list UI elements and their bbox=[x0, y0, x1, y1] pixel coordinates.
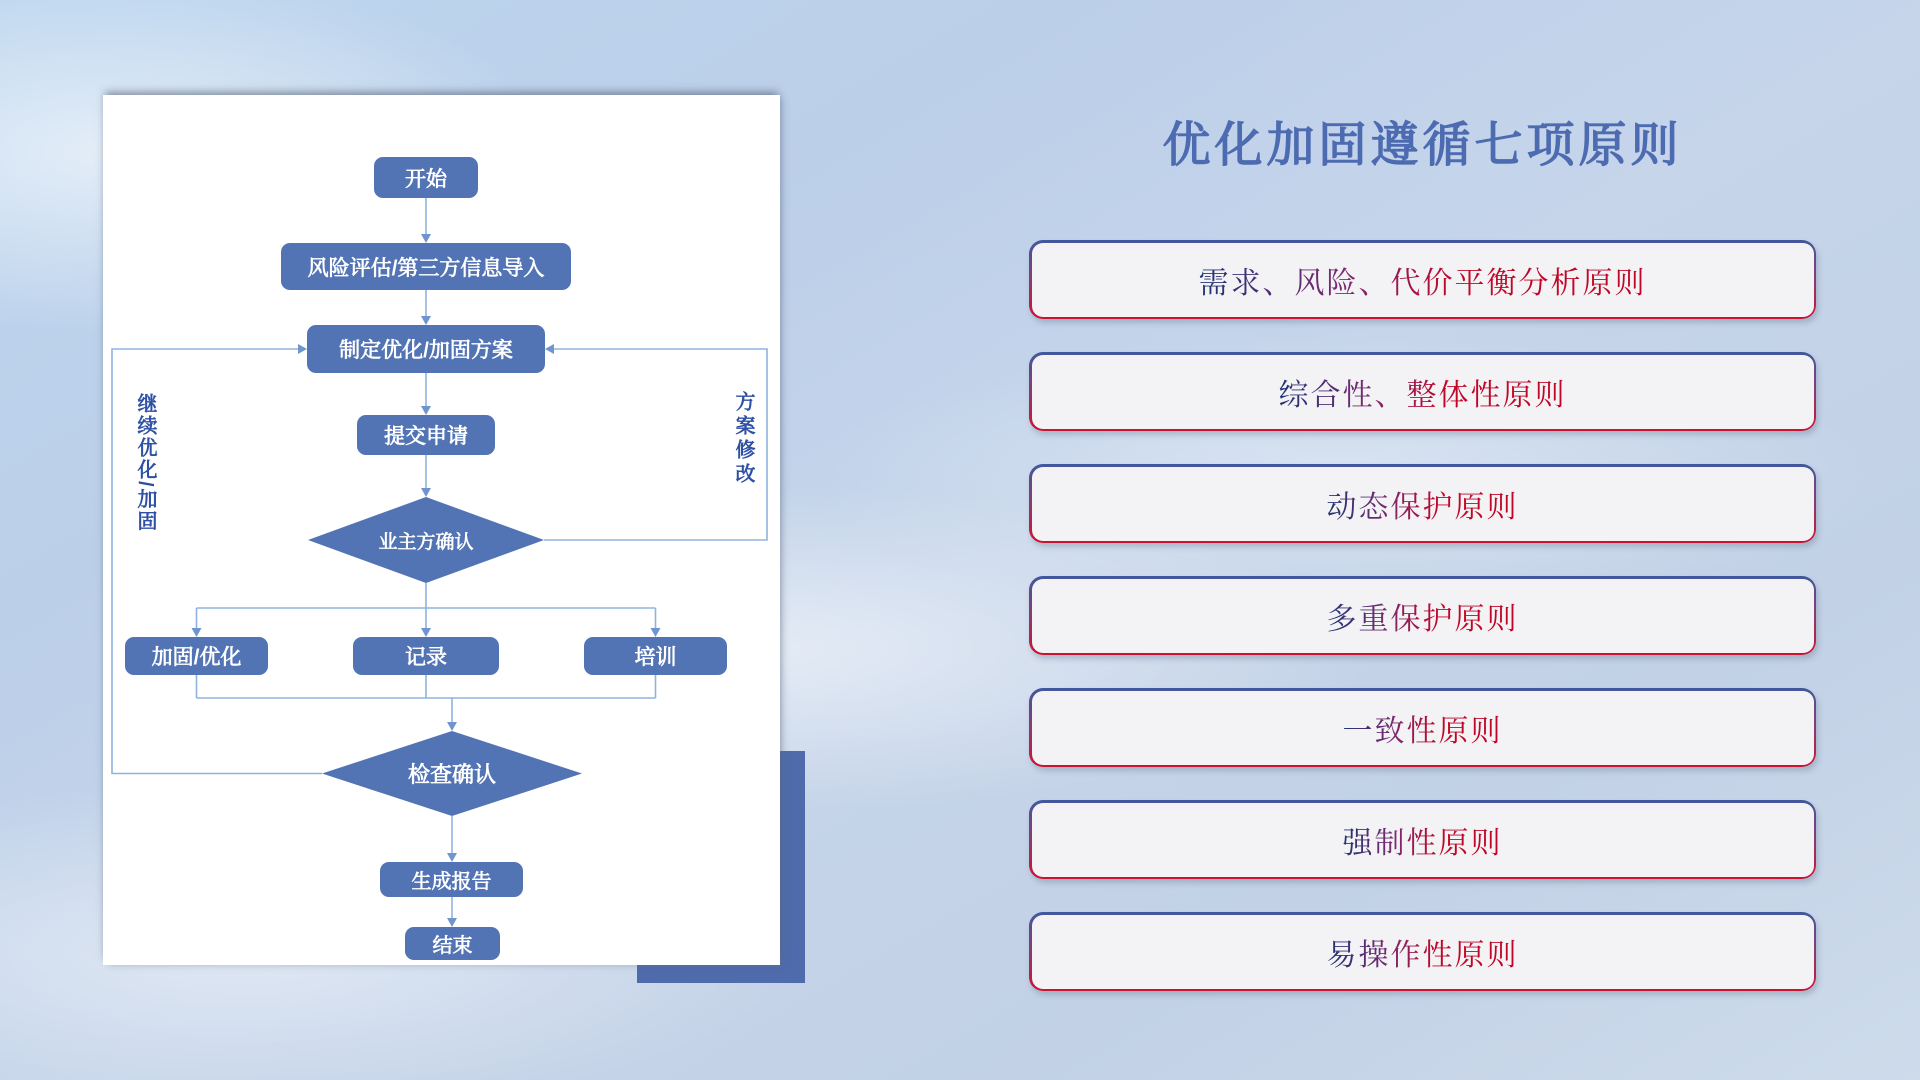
principle-box-inner bbox=[1032, 803, 1814, 877]
flow-node-report: 生成报告 bbox=[380, 862, 523, 897]
principle-label: 综合性、整体性原则 bbox=[1279, 370, 1567, 414]
principle-box bbox=[1029, 800, 1816, 879]
flow-node-reinforce: 加固/优化 bbox=[125, 637, 268, 675]
principle-label: 需求、风险、代价平衡分析原则 bbox=[1199, 258, 1647, 302]
principle-box-inner bbox=[1032, 579, 1814, 653]
page-title: 优化加固遵循七项原则 bbox=[1162, 119, 1683, 172]
principle-label: 强制性原则 bbox=[1343, 818, 1503, 862]
principle-box bbox=[1029, 352, 1816, 431]
principle-box bbox=[1029, 464, 1816, 543]
flow-node-make-plan: 制定优化/加固方案 bbox=[307, 325, 545, 373]
principle-label: 一致性原则 bbox=[1343, 706, 1503, 750]
flow-node-start: 开始 bbox=[374, 157, 478, 198]
flowchart-card bbox=[103, 95, 780, 965]
flow-node-owner-confirm-label: 业主方确认 bbox=[378, 531, 474, 553]
principle-box bbox=[1029, 576, 1816, 655]
principle-label: 多重保护原则 bbox=[1327, 594, 1519, 638]
principle-box bbox=[1029, 240, 1816, 319]
principle-label: 动态保护原则 bbox=[1327, 482, 1519, 526]
flow-node-submit: 提交申请 bbox=[357, 415, 495, 455]
principle-box-inner bbox=[1032, 915, 1814, 989]
loop-label-plan-revision: 方案修改 bbox=[732, 391, 754, 487]
principle-box-inner bbox=[1032, 467, 1814, 541]
principle-box bbox=[1029, 688, 1816, 767]
flow-node-training: 培训 bbox=[584, 637, 727, 675]
principle-box-inner bbox=[1032, 691, 1814, 765]
principle-label: 易操作性原则 bbox=[1327, 930, 1519, 974]
flow-node-check-confirm-label: 检查确认 bbox=[407, 762, 496, 787]
flow-node-end: 结束 bbox=[405, 927, 500, 960]
flow-node-record: 记录 bbox=[353, 637, 499, 675]
flow-node-risk-assess: 风险评估/第三方信息导入 bbox=[281, 243, 571, 290]
principle-box-inner bbox=[1032, 243, 1814, 317]
principle-box bbox=[1029, 912, 1816, 991]
loop-label-continue-optimize: 继续优化/加固 bbox=[134, 393, 156, 533]
principle-box-inner bbox=[1032, 355, 1814, 429]
